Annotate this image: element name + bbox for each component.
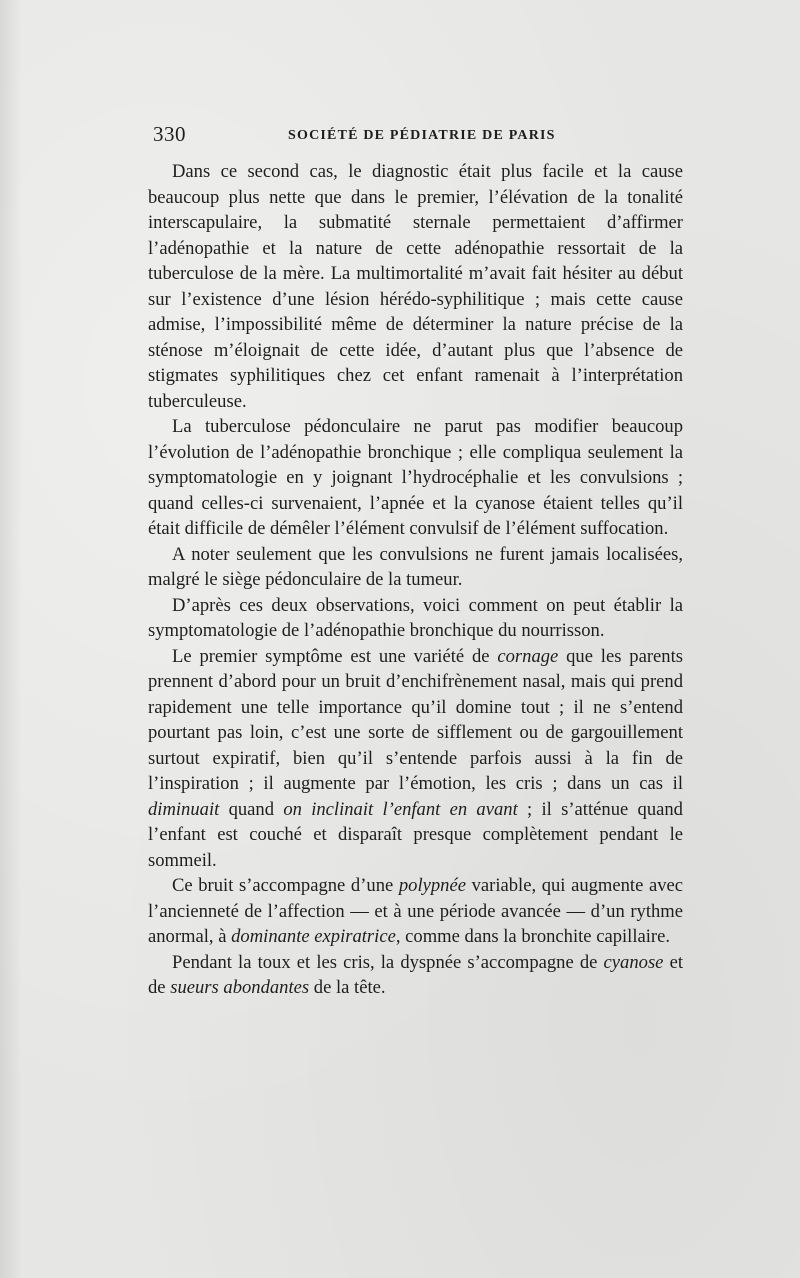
text-run: D’après ces deux observations, voici comment on peut établir la symptomatologie de l’adénopathie bronchique du nourrisson.	[148, 594, 683, 641]
paragraph-7	[148, 950, 683, 1001]
body-text	[148, 159, 683, 1001]
italic-phrase: cyanose	[603, 951, 664, 973]
paragraph-6	[148, 873, 683, 950]
italic-phrase: cornage	[497, 645, 559, 667]
text-run: variable, qui augmente avec l’ancienneté de l’affection — et à une période avancée — d’un rythme anormal, à	[148, 875, 683, 947]
text-run: de la tête.	[309, 977, 386, 998]
text-run: Ce bruit s’accompagne d’une	[172, 875, 399, 896]
text-run: quand	[219, 798, 284, 820]
paragraph-3	[148, 542, 683, 593]
paragraph-2	[148, 414, 683, 542]
text-run: Le premier symptôme est une variété de	[172, 645, 498, 667]
italic-phrase: diminuait	[148, 798, 220, 820]
text-run: que les parents prennent d’abord pour un bruit d’enchifrènement nasal, mais qui prend rapidement une telle importance qu’il domine tout ; il ne s’entend pourtant pas loin, c’est une sorte de sifflement ou de gargouillement surtout expiratif, bien qu’il s’entende parfois aussi à la fin de l’inspiration ; il augmente par l’émotion, les cris ; dans un cas il	[148, 645, 683, 794]
running-head	[153, 122, 713, 152]
page-edge-shadow	[0, 0, 22, 1278]
paragraph-5	[148, 644, 683, 874]
text-run: La tuberculose pédonculaire ne parut pas modifier beaucoup l’évolution de l’adénopathie bronchique ; elle compliqua seulement la symptomatologie en y joignant l’hydrocéphalie et les convulsions ; quand celles-ci survenaient, l’apnée et la cyanose étaient telles qu’il était difficile de démêler l’élément convulsif de l’élément suffocation.	[148, 416, 683, 539]
text-run: A noter seulement que les convulsions ne furent jamais localisées, malgré le siège pédonculaire de la tumeur.	[148, 543, 683, 590]
italic-phrase: polypnée	[398, 875, 466, 896]
paragraph-1	[148, 159, 683, 414]
text-run: ; il s’atténue quand l’enfant est couché et disparaît presque complètement pendant le sommeil.	[148, 798, 683, 871]
text-run: et de	[148, 951, 683, 998]
page-number: 330	[153, 122, 186, 146]
italic-phrase: on inclinait l’enfant en avant	[283, 798, 518, 820]
italic-phrase: sueurs abondantes	[170, 977, 310, 998]
text-run: , comme dans la bronchite capillaire.	[395, 926, 671, 947]
italic-phrase: dominante expiratrice	[231, 926, 396, 947]
text-run: Dans ce second cas, le diagnostic était plus facile et la cause beaucoup plus nette que dans le premier, l’élévation de la tonalité interscapulaire, la submatité sternale permettaient d’affirmer l’adénopathie et la nature de cette adénopathie ressortait de la tuberculose de la mère. La multimortalité m’avait fait hésiter au début sur l’existence d’une lésion hérédo-syphilitique ; mais cette cause admise, l’impossibilité même de déterminer la nature précise de la sténose m’éloignait de cette idée, d’autant plus que l’absence de stigmates syphilitiques chez cet enfant ramenait à l’interprétation tuberculeuse.	[148, 161, 683, 412]
text-run: Pendant la toux et les cris, la dyspnée s’accompagne de	[172, 951, 604, 973]
paragraph-4	[148, 593, 683, 644]
journal-title: SOCIÉTÉ DE PÉDIATRIE DE PARIS	[288, 128, 556, 143]
